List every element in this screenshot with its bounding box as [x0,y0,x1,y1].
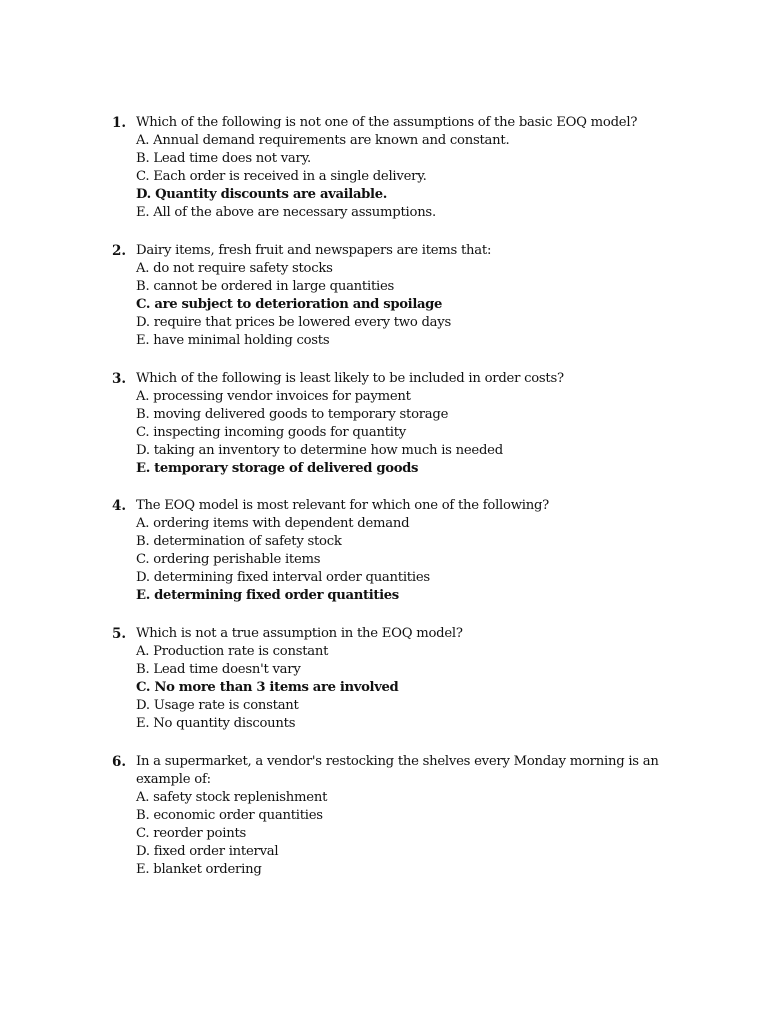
answer-option-d: D. Quantity discounts are available. [136,187,387,202]
question-2 [112,242,712,350]
question-text: Dairy items, fresh fruit and newspapers are items that: [136,243,492,258]
answer-option-e: E. determining fixed order quantities [136,588,399,603]
answer-option-d: D. fixed order interval [136,844,279,859]
answer-option-e: E. All of the above are necessary assumptions. [136,205,436,220]
answer-option-e: E. blanket ordering [136,862,262,877]
answer-option-c: C. Each order is received in a single delivery. [136,169,427,184]
question-text: In a supermarket, a vendor's restocking the shelves every Monday morning is an example of: [136,754,659,787]
answer-option-d: D. taking an inventory to determine how much is needed [136,443,503,458]
answer-option-a: A. Annual demand requirements are known and constant. [136,133,510,148]
answer-option-d: D. determining fixed interval order quantities [136,570,430,585]
question-number: 5. [112,626,127,642]
answer-option-d: D. require that prices be lowered every two days [136,315,451,330]
answer-option-a: A. do not require safety stocks [136,261,333,276]
answer-option-c: C. are subject to deterioration and spoilage [136,297,443,312]
answer-option-b: B. cannot be ordered in large quantities [136,279,395,294]
answer-option-e: E. temporary storage of delivered goods [136,461,419,476]
answer-option-e: E. have minimal holding costs [136,333,330,348]
answer-options [112,515,712,605]
answer-options [112,789,712,879]
answer-option-b: B. Lead time doesn't vary [136,662,301,677]
question-number: 3. [112,371,127,387]
answer-options [112,132,712,222]
answer-option-c: C. inspecting incoming goods for quantity [136,425,406,440]
question-3 [112,370,712,478]
answer-option-a: A. Production rate is constant [136,644,329,659]
answer-options [112,643,712,733]
answer-options [112,260,712,350]
question-text: Which of the following is not one of the assumptions of the basic EOQ model? [136,115,638,130]
question-6 [112,753,712,879]
question-4 [112,497,712,605]
answer-option-b: B. moving delivered goods to temporary storage [136,407,449,422]
question-number: 6. [112,754,127,770]
answer-option-a: A. processing vendor invoices for payment [136,389,411,404]
question-number: 1. [112,115,127,131]
answer-option-c: C. reorder points [136,826,247,841]
answer-option-b: B. economic order quantities [136,808,323,823]
answer-option-d: D. Usage rate is constant [136,698,299,713]
answer-option-a: A. ordering items with dependent demand [136,516,410,531]
answer-option-c: C. No more than 3 items are involved [136,680,399,695]
question-5 [112,625,712,733]
answer-option-a: A. safety stock replenishment [136,790,328,805]
answer-option-c: C. ordering perishable items [136,552,321,567]
question-text: The EOQ model is most relevant for which one of the following? [136,498,549,513]
question-number: 2. [112,243,127,259]
question-text: Which is not a true assumption in the EOQ model? [136,626,463,641]
answer-option-b: B. Lead time does not vary. [136,151,311,166]
question-text: Which of the following is least likely to be included in order costs? [136,371,564,386]
question-number: 4. [112,498,127,514]
answer-option-b: B. determination of safety stock [136,534,342,549]
question-1 [112,114,712,222]
answer-option-e: E. No quantity discounts [136,716,296,731]
answer-options [112,388,712,478]
